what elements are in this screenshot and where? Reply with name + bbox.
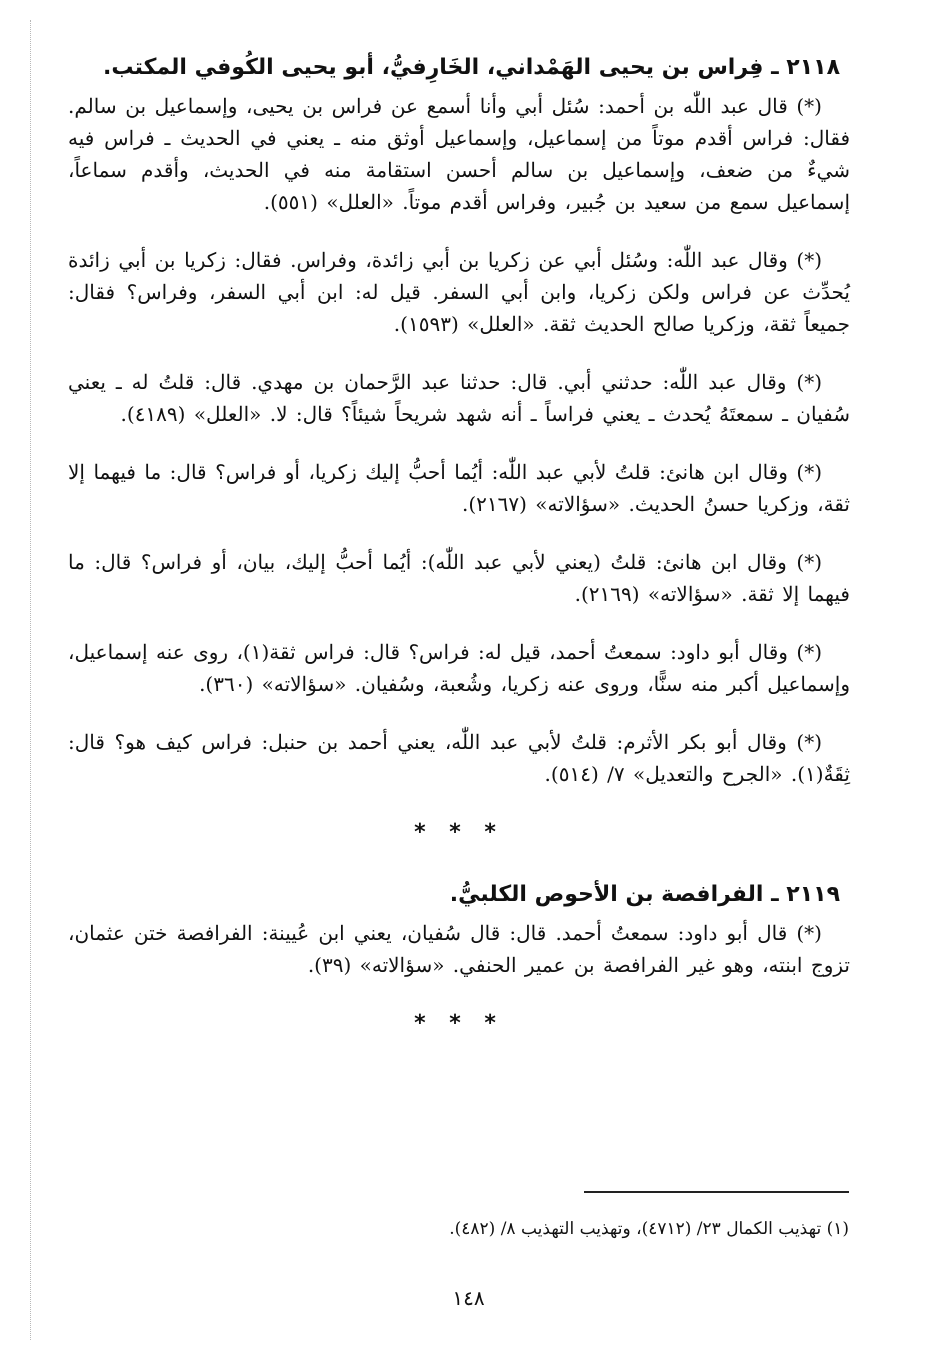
entry-paragraph: (*) قال عبد اللّٰه بن أحمد: سُئل أبي وأنا أسمع عن فراس بن يحيى، وإسماعيل بن سالم. فقال: فراس أقدم موتاً من إسماعيل، وإسماعيل أوثق منه ـ يعني في الحديث ـ فراس فيه شيءٌ من ضعف، وإسماعيل بن سالم أحسن استقامة منه في الحديث، وأقدم سماعاً، إسماعيل سمع من سعيد بن جُبير، وفراس أقدم موتاً. «العلل» (٥٥١). [68, 94, 850, 214]
entry-paragraph: (*) وقال ابن هانئ: قلتُ لأبي عبد اللّٰه: أيُما أحبُّ إليك زكريا، أو فراس؟ قال: ما فيهما إلا ثقة، وزكريا حسنُ الحديث. «سؤالاته» (٢١٦٧). [68, 460, 850, 516]
scan-binding-edge [30, 20, 31, 1340]
entry-title: ٢١١٩ ـ الفرافصة بن الأحوص الكلبيُّ. [449, 882, 840, 907]
entry-paragraph: (*) وقال أبو بكر الأثرم: قلتُ لأبي عبد اللّٰه، يعني أحمد بن حنبل: فراس كيف هو؟ قال: ثِقَةٌ(١). «الجرح والتعديل» ٧/ (٥١٤). [68, 730, 850, 786]
entry-paragraph: (*) وقال ابن هانئ: قلتُ (يعني لأبي عبد اللّٰه): أيُما أحبُّ إليك، بيان، أو فراس؟ قال: ما فيهما إلا ثقة. «سؤالاته» (٢١٦٩). [68, 550, 850, 606]
footnote-rule [584, 1191, 849, 1193]
section-separator: * * * [414, 820, 504, 845]
entry-title: ٢١١٨ ـ فِراس بن يحيى الهَمْداني، الخَارِفيُّ، أبو يحيى الكُوفي المكتب. [102, 55, 840, 80]
footnote: (١) تهذيب الكمال ٢٣/ (٤٧١٢)، وتهذيب التهذيب ٨/ (٤٨٢). [449, 1219, 849, 1239]
entry-paragraph: (*) وقال أبو داود: سمعتُ أحمد، قيل له: فراس؟ قال: فراس ثقة(١)، روى عنه إسماعيل، وإسماعيل أكبر منه سنًّا، وروى عنه زكريا، وشُعبة، وسُفيان. «سؤالاته» (٣٦٠). [68, 640, 850, 696]
biography-entry-2119 [68, 879, 850, 981]
section-separator: * * * [414, 1011, 504, 1036]
biography-entry-2118 [68, 52, 850, 790]
entry-paragraph: (*) قال أبو داود: سمعتُ أحمد. قال: قال سُفيان، يعني ابن عُيينة: الفرافصة ختن عثمان، تزوج ابنته، وهو غير الفرافصة بن عمير الحنفي. «سؤالاته» (٣٩). [68, 921, 850, 977]
text-column [68, 52, 850, 1070]
entry-paragraph: (*) وقال عبد اللّٰه: وسُئل أبي عن زكريا بن أبي زائدة، وفراس. فقال: زكريا بن أبي زائدة يُحدِّث عن فراس ولكن زكريا، وابن أبي السفر. قيل له: ابن أبي السفر، وفراس؟ فقال: جميعاً ثقة، وزكريا صالح الحديث ثقة. «العلل» (١٥٩٣). [68, 248, 850, 336]
entry-paragraph: (*) وقال عبد اللّٰه: حدثني أبي. قال: حدثنا عبد الرَّحمان بن مهدي. قال: قلتُ له ـ يعني سُفيان ـ سمعتَهُ يُحدث ـ يعني فراساً ـ أنه شهد شريحاً شيئاً؟ قال: لا. «العلل» (٤١٨٩). [68, 370, 850, 426]
page-number: ١٤٨ [452, 1286, 485, 1310]
